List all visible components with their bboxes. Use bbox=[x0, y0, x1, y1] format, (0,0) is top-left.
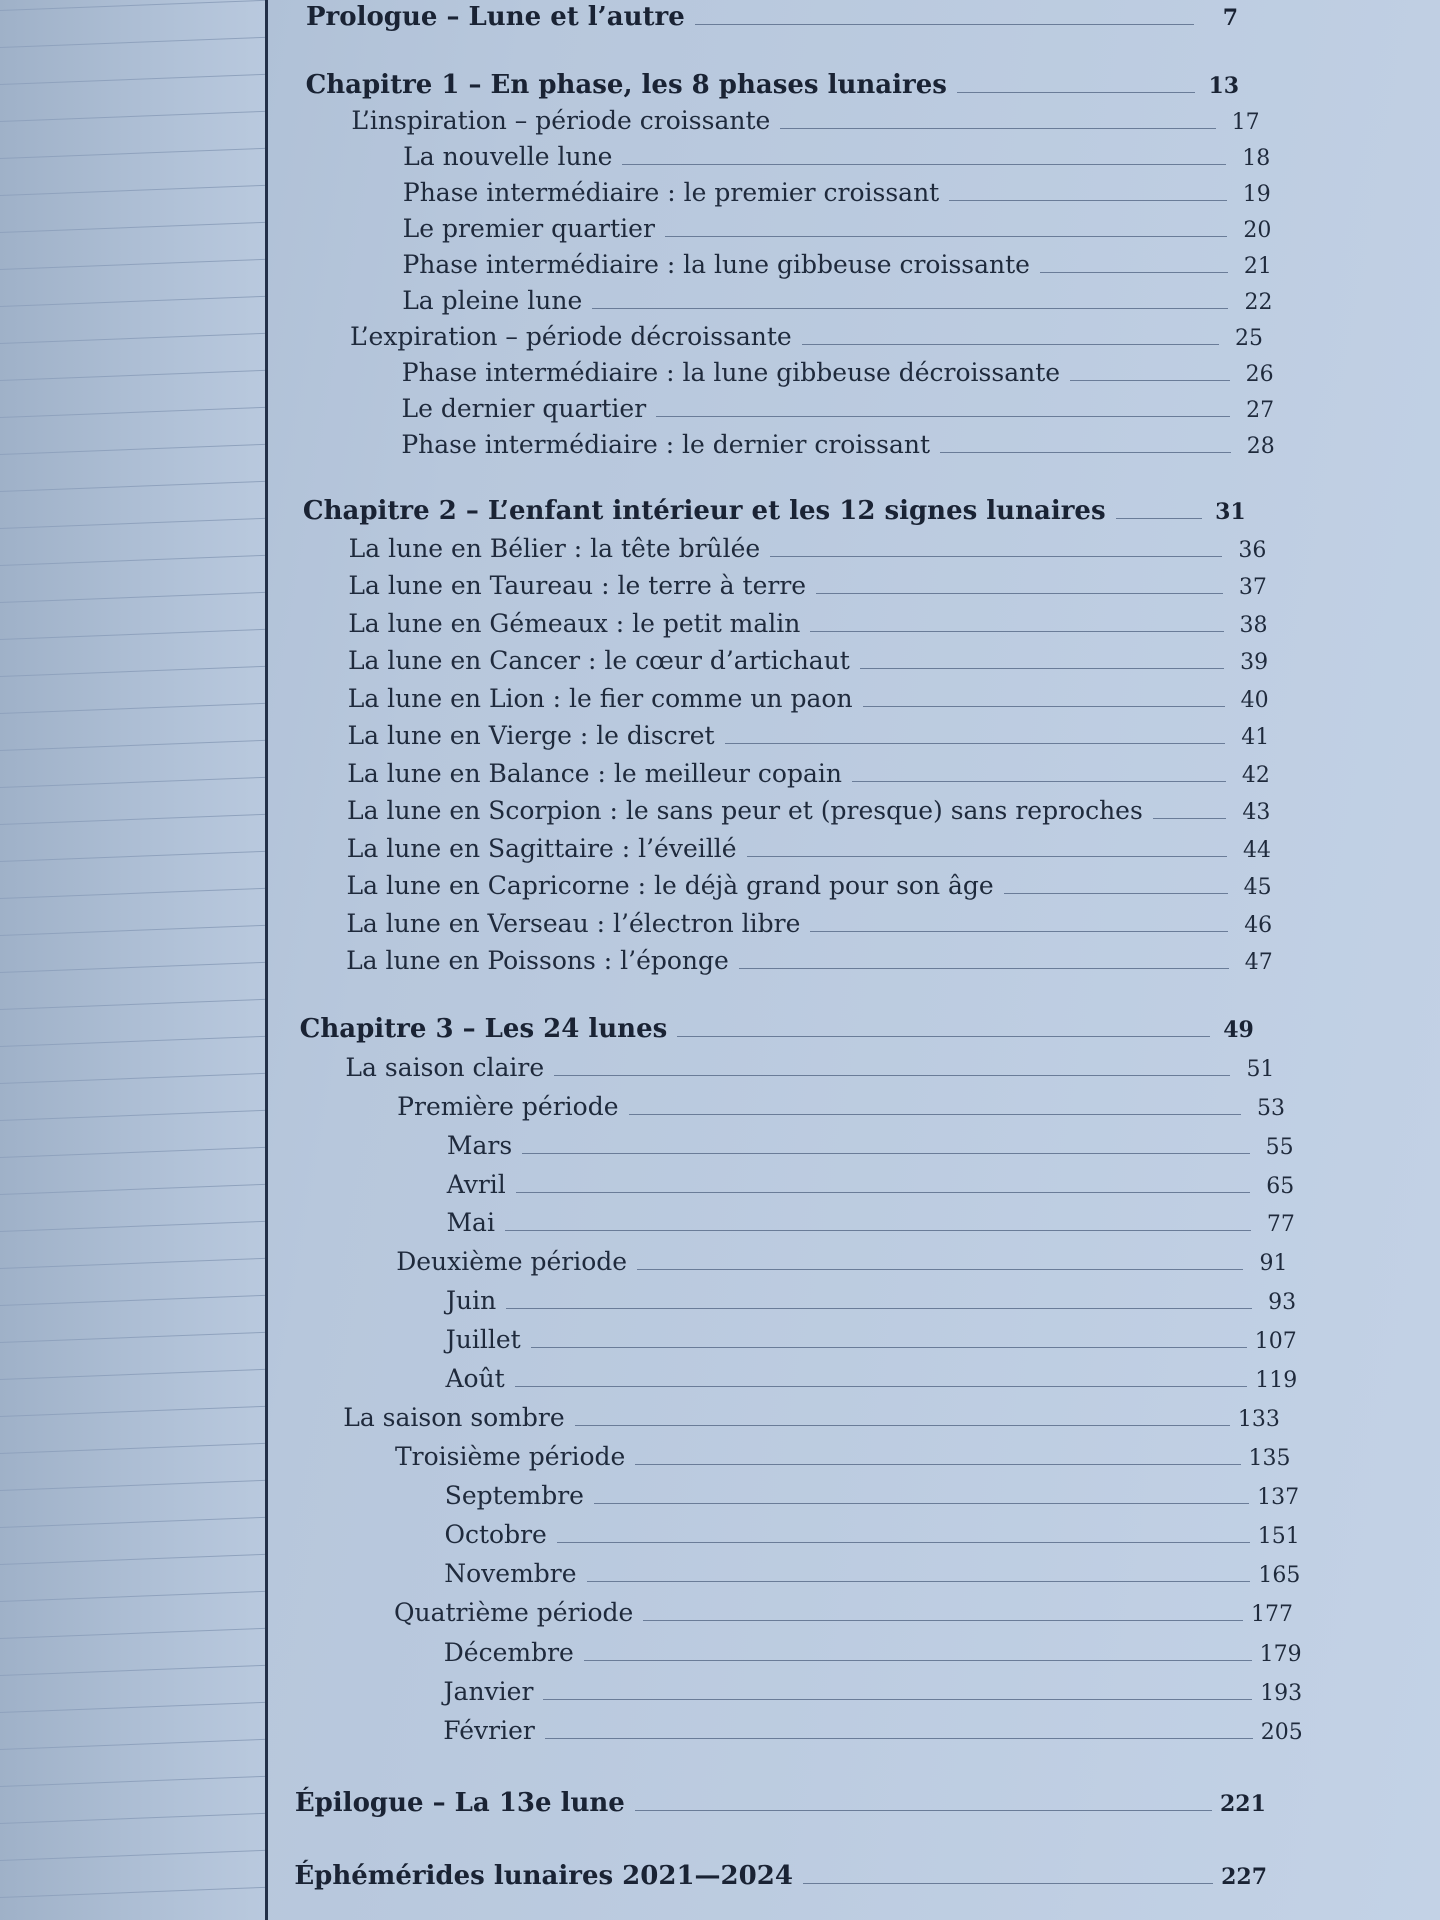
toc-page-number: 107 bbox=[1254, 1329, 1297, 1354]
toc-entry-title: Novembre bbox=[444, 1559, 577, 1588]
toc-entry-title: Juillet bbox=[445, 1325, 521, 1354]
toc-leader-line bbox=[1040, 272, 1228, 273]
ruled-line bbox=[0, 333, 265, 344]
toc-leader-line bbox=[695, 24, 1194, 25]
ruled-line bbox=[0, 407, 265, 418]
ruled-line bbox=[0, 1554, 265, 1565]
toc-leader-line bbox=[635, 1464, 1240, 1465]
toc-leader-line bbox=[635, 1810, 1212, 1811]
toc-leader-line bbox=[554, 1075, 1230, 1076]
ruled-line bbox=[0, 1702, 265, 1713]
toc-leader-line bbox=[1070, 380, 1230, 381]
toc-leader-line bbox=[780, 128, 1215, 129]
toc-entry bbox=[348, 571, 1266, 601]
toc-entry-title: Éphémérides lunaires 2021—2024 bbox=[294, 1861, 793, 1891]
ruled-line bbox=[0, 444, 265, 455]
toc-leader-line bbox=[747, 856, 1227, 857]
toc-section-entry bbox=[294, 1861, 1267, 1892]
toc-entry bbox=[402, 250, 1271, 280]
ruled-line bbox=[0, 370, 265, 381]
toc-entry-title: La lune en Lion : le fier comme un paon bbox=[347, 684, 853, 713]
ruled-line bbox=[0, 1295, 265, 1306]
ruled-line bbox=[0, 518, 265, 529]
ruled-line bbox=[0, 814, 265, 825]
toc-entry-title: Chapitre 2 – L’enfant intérieur et les 12 signes lunaires bbox=[302, 496, 1106, 526]
toc-page-number: 91 bbox=[1259, 1251, 1288, 1276]
ruled-line bbox=[0, 1776, 265, 1787]
toc-entry-title: Décembre bbox=[443, 1638, 574, 1667]
toc-entry bbox=[446, 1325, 1297, 1355]
ruled-line bbox=[0, 1184, 265, 1195]
toc-entry bbox=[402, 358, 1274, 388]
toc-page-number: 41 bbox=[1241, 725, 1270, 750]
ruled-line bbox=[0, 1591, 265, 1602]
toc-leader-line bbox=[592, 308, 1228, 309]
toc-entry bbox=[444, 1559, 1300, 1589]
ruled-line bbox=[0, 925, 265, 936]
toc-leader-line bbox=[656, 416, 1230, 417]
toc-entry-title: Phase intermédiaire : le premier croissant bbox=[402, 178, 940, 207]
ruled-line bbox=[0, 1110, 265, 1121]
ruled-line bbox=[0, 1036, 265, 1047]
toc-page-number: 25 bbox=[1235, 326, 1264, 351]
toc-leader-line bbox=[622, 164, 1226, 165]
toc-entry bbox=[395, 1442, 1291, 1472]
toc-page-number: 20 bbox=[1243, 218, 1272, 243]
toc-entry bbox=[446, 1208, 1294, 1238]
toc-entry-title: La lune en Sagittaire : l’éveillé bbox=[346, 834, 737, 863]
toc-entry bbox=[403, 178, 1271, 208]
toc-page-number: 205 bbox=[1260, 1720, 1303, 1745]
ruled-line bbox=[0, 148, 265, 159]
ruled-line bbox=[0, 1147, 265, 1158]
toc-page-number: 46 bbox=[1244, 913, 1273, 938]
ruled-line bbox=[0, 888, 265, 899]
toc-entry-title: La nouvelle lune bbox=[403, 142, 613, 171]
toc-leader-line bbox=[505, 1230, 1251, 1231]
toc-leader-line bbox=[802, 344, 1219, 345]
toc-section-entry bbox=[306, 70, 1240, 101]
toc-leader-line bbox=[816, 593, 1223, 594]
toc-entry-title: Avril bbox=[446, 1170, 506, 1199]
ruled-line bbox=[0, 1628, 265, 1639]
toc-page-number: 39 bbox=[1240, 650, 1269, 675]
ruled-line bbox=[0, 1739, 265, 1750]
toc-entry bbox=[394, 1598, 1293, 1628]
toc-leader-line bbox=[860, 668, 1224, 669]
toc-entry bbox=[345, 1053, 1274, 1083]
toc-entry-title: Mai bbox=[446, 1208, 495, 1237]
toc-page-number: 165 bbox=[1258, 1563, 1301, 1588]
toc-section-entry bbox=[303, 496, 1246, 527]
toc-leader-line bbox=[739, 968, 1229, 969]
toc-leader-line bbox=[863, 706, 1225, 707]
toc-section-entry bbox=[300, 1014, 1254, 1045]
toc-page-number: 77 bbox=[1266, 1212, 1295, 1237]
toc-entry-title: Deuxième période bbox=[396, 1247, 628, 1276]
toc-leader-line bbox=[522, 1153, 1249, 1154]
ruled-line bbox=[0, 222, 265, 233]
ruled-line bbox=[0, 666, 265, 677]
toc-entry-title: La lune en Capricorne : le déjà grand pour son âge bbox=[346, 871, 994, 900]
toc-page-number: 221 bbox=[1219, 1791, 1266, 1817]
toc-leader-line bbox=[810, 931, 1228, 932]
ruled-line bbox=[0, 1406, 265, 1417]
toc-entry bbox=[403, 142, 1270, 172]
toc-entry-title: Première période bbox=[397, 1092, 619, 1121]
toc-page-number: 28 bbox=[1246, 434, 1275, 459]
toc-entry-title: La saison claire bbox=[345, 1053, 545, 1082]
toc-leader-line bbox=[584, 1660, 1252, 1661]
toc-entry bbox=[444, 1638, 1302, 1668]
toc-page-number: 65 bbox=[1266, 1174, 1295, 1199]
toc-entry bbox=[401, 430, 1274, 460]
toc-entry-title: La lune en Balance : le meilleur copain bbox=[347, 759, 842, 788]
ruled-line bbox=[0, 1480, 265, 1491]
toc-page-number: 17 bbox=[1231, 110, 1260, 135]
toc-entry bbox=[396, 1247, 1287, 1277]
toc-entry bbox=[446, 1286, 1296, 1316]
toc-page-number: 31 bbox=[1215, 499, 1246, 525]
table-of-contents bbox=[268, 0, 1440, 1920]
toc-entry bbox=[447, 1131, 1294, 1161]
toc-leader-line bbox=[1004, 893, 1228, 894]
toc-leader-line bbox=[557, 1542, 1250, 1543]
toc-entry-title: Chapitre 3 – Les 24 lunes bbox=[299, 1014, 668, 1044]
toc-entry bbox=[347, 871, 1272, 901]
toc-entry bbox=[402, 394, 1275, 424]
toc-entry-title: Août bbox=[445, 1364, 505, 1393]
toc-page-number: 119 bbox=[1255, 1368, 1298, 1393]
ruled-line bbox=[0, 851, 265, 862]
toc-entry bbox=[397, 1092, 1285, 1122]
toc-entry-title: Quatrième période bbox=[394, 1598, 634, 1627]
toc-leader-line bbox=[516, 1192, 1250, 1193]
ruled-line bbox=[0, 0, 265, 11]
toc-leader-line bbox=[949, 200, 1227, 201]
toc-leader-line bbox=[725, 743, 1226, 744]
toc-entry bbox=[445, 1481, 1299, 1511]
ruled-line bbox=[0, 37, 265, 48]
ruled-line bbox=[0, 703, 265, 714]
toc-page-number: 93 bbox=[1268, 1290, 1297, 1315]
ruled-line bbox=[0, 74, 265, 85]
toc-entry bbox=[347, 759, 1270, 789]
toc-entry bbox=[347, 796, 1270, 826]
toc-entry-title: Phase intermédiaire : la lune gibbeuse croissante bbox=[402, 250, 1030, 279]
toc-page-number: 137 bbox=[1257, 1485, 1300, 1510]
toc-page-number: 18 bbox=[1242, 146, 1271, 171]
ruled-line bbox=[0, 1813, 265, 1824]
ruled-line bbox=[0, 185, 265, 196]
ruled-line bbox=[0, 296, 265, 307]
ruled-line bbox=[0, 1850, 265, 1861]
toc-page-number: 133 bbox=[1237, 1407, 1280, 1432]
ruled-line bbox=[0, 1517, 265, 1528]
toc-page-number: 37 bbox=[1238, 575, 1267, 600]
ruled-line bbox=[0, 1665, 265, 1676]
toc-entry-title: La pleine lune bbox=[402, 286, 583, 315]
toc-entry-title: Prologue – Lune et l’autre bbox=[305, 2, 685, 32]
toc-entry bbox=[445, 1520, 1300, 1550]
toc-page-number: 53 bbox=[1257, 1096, 1286, 1121]
toc-entry bbox=[347, 721, 1269, 751]
ruled-line bbox=[0, 740, 265, 751]
toc-page-number: 227 bbox=[1221, 1864, 1268, 1890]
toc-entry-title: La saison sombre bbox=[343, 1403, 565, 1432]
toc-page-number: 13 bbox=[1208, 73, 1240, 99]
toc-entry-title: Chapitre 1 – En phase, les 8 phases lunaires bbox=[305, 70, 947, 100]
toc-page-number: 55 bbox=[1265, 1135, 1294, 1160]
toc-page-number: 177 bbox=[1250, 1602, 1293, 1627]
toc-entry-title: Épilogue – La 13e lune bbox=[294, 1788, 625, 1818]
toc-page-number: 27 bbox=[1246, 398, 1275, 423]
toc-page-number: 45 bbox=[1243, 875, 1272, 900]
ruled-line bbox=[0, 481, 265, 492]
toc-page-number: 43 bbox=[1242, 800, 1271, 825]
toc-entry bbox=[445, 1364, 1297, 1394]
left-notebook-page bbox=[0, 0, 265, 1920]
ruled-line bbox=[0, 1073, 265, 1084]
toc-entry-title: Phase intermédiaire : le dernier croissant bbox=[401, 430, 931, 459]
toc-entry-title: Octobre bbox=[444, 1520, 547, 1549]
toc-page-number: 22 bbox=[1244, 290, 1273, 315]
toc-entry-title: La lune en Scorpion : le sans peur et (presque) sans reproches bbox=[347, 796, 1143, 825]
toc-entry bbox=[343, 1403, 1280, 1433]
toc-entry bbox=[346, 946, 1273, 976]
toc-page-number: 7 bbox=[1222, 5, 1239, 31]
toc-entry-title: Février bbox=[443, 1716, 535, 1745]
toc-leader-line bbox=[810, 631, 1223, 632]
ruled-line bbox=[0, 1887, 265, 1898]
toc-entry-title: L’inspiration – période croissante bbox=[351, 106, 771, 135]
toc-entry bbox=[348, 684, 1269, 714]
toc-leader-line bbox=[643, 1620, 1243, 1621]
ruled-line bbox=[0, 1369, 265, 1380]
toc-leader-line bbox=[770, 556, 1222, 557]
ruled-line bbox=[0, 1258, 265, 1269]
toc-entry-title: La lune en Vierge : le discret bbox=[347, 721, 715, 750]
toc-leader-line bbox=[677, 1036, 1210, 1037]
toc-leader-line bbox=[957, 92, 1195, 93]
toc-entry-title: Phase intermédiaire : la lune gibbeuse décroissante bbox=[401, 358, 1061, 387]
toc-entry-title: Mars bbox=[446, 1131, 513, 1160]
ruled-line bbox=[0, 555, 265, 566]
toc-page-number: 135 bbox=[1248, 1446, 1291, 1471]
toc-leader-line bbox=[594, 1503, 1249, 1504]
toc-page-number: 38 bbox=[1239, 613, 1268, 638]
toc-entry-title: Troisième période bbox=[394, 1442, 626, 1471]
toc-entry bbox=[348, 646, 1268, 676]
toc-page-number: 19 bbox=[1242, 182, 1271, 207]
ruled-line bbox=[0, 111, 265, 122]
toc-entry-title: La lune en Verseau : l’électron libre bbox=[346, 909, 801, 938]
toc-page-number: 47 bbox=[1244, 950, 1273, 975]
toc-entry bbox=[444, 1677, 1303, 1707]
toc-leader-line bbox=[587, 1581, 1251, 1582]
toc-page-number: 44 bbox=[1243, 838, 1272, 863]
toc-leader-line bbox=[545, 1738, 1253, 1739]
toc-page-number: 36 bbox=[1238, 538, 1267, 563]
toc-page-number: 51 bbox=[1246, 1057, 1275, 1082]
toc-leader-line bbox=[852, 781, 1226, 782]
toc-entry bbox=[348, 609, 1267, 639]
toc-entry-title: Janvier bbox=[443, 1677, 534, 1706]
toc-page-number: 21 bbox=[1243, 254, 1272, 279]
ruled-line bbox=[0, 999, 265, 1010]
toc-entry-title: La lune en Gémeaux : le petit malin bbox=[348, 609, 801, 638]
toc-leader-line bbox=[637, 1269, 1243, 1270]
toc-page-number: 179 bbox=[1259, 1642, 1302, 1667]
toc-page-number: 49 bbox=[1223, 1017, 1254, 1043]
toc-page-number: 40 bbox=[1240, 688, 1269, 713]
toc-entry-title: La lune en Cancer : le cœur d’artichaut bbox=[347, 646, 850, 675]
toc-page-number: 26 bbox=[1245, 362, 1274, 387]
toc-leader-line bbox=[803, 1883, 1213, 1884]
toc-entry bbox=[346, 909, 1272, 939]
toc-leader-line bbox=[940, 452, 1231, 453]
toc-entry bbox=[443, 1716, 1303, 1746]
toc-leader-line bbox=[1153, 818, 1227, 819]
ruled-line bbox=[0, 1332, 265, 1343]
ruled-line bbox=[0, 1221, 265, 1232]
toc-leader-line bbox=[506, 1308, 1252, 1309]
toc-leader-line bbox=[531, 1347, 1247, 1348]
toc-leader-line bbox=[665, 236, 1227, 237]
toc-entry-title: Le dernier quartier bbox=[401, 394, 647, 423]
ruled-line bbox=[0, 259, 265, 270]
toc-entry bbox=[351, 106, 1259, 136]
toc-page-number: 42 bbox=[1241, 763, 1270, 788]
toc-leader-line bbox=[575, 1425, 1230, 1426]
toc-entry-title: Septembre bbox=[444, 1481, 584, 1510]
toc-entry-title: Le premier quartier bbox=[402, 214, 655, 243]
toc-entry bbox=[347, 834, 1271, 864]
toc-entry bbox=[403, 214, 1272, 244]
toc-entry bbox=[402, 286, 1272, 316]
toc-entry bbox=[350, 322, 1263, 352]
ruled-line bbox=[0, 962, 265, 973]
toc-entry bbox=[349, 534, 1267, 564]
toc-section-entry bbox=[295, 1788, 1266, 1819]
toc-leader-line bbox=[515, 1386, 1248, 1387]
toc-page-number: 151 bbox=[1257, 1524, 1300, 1549]
toc-entry-title: La lune en Bélier : la tête brûlée bbox=[348, 534, 761, 563]
toc-leader-line bbox=[543, 1699, 1252, 1700]
toc-entry-title: La lune en Taureau : le terre à terre bbox=[348, 571, 807, 600]
ruled-line bbox=[0, 777, 265, 788]
ruled-line bbox=[0, 1443, 265, 1454]
toc-entry-title: Juin bbox=[445, 1286, 497, 1315]
toc-page-number: 193 bbox=[1260, 1681, 1303, 1706]
toc-leader-line bbox=[1116, 518, 1202, 519]
ruled-line bbox=[0, 592, 265, 603]
ruled-line bbox=[0, 629, 265, 640]
toc-entry bbox=[447, 1170, 1295, 1200]
toc-entry-title: L’expiration – période décroissante bbox=[349, 322, 792, 351]
toc-entry-title: La lune en Poissons : l’éponge bbox=[346, 946, 729, 975]
toc-section-entry bbox=[306, 2, 1238, 33]
toc-leader-line bbox=[629, 1114, 1242, 1115]
